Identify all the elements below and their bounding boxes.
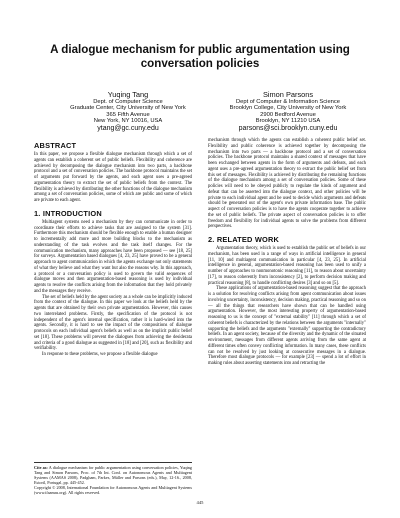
author-affiliation: 365 Fifth Avenue [106, 111, 150, 118]
author-affiliation: New York, NY 10016, USA [93, 118, 163, 125]
page-number: 445 [196, 500, 204, 505]
body-paragraph: Argumentation theory, which is used to establish the public set of beliefs in our mechanism, has been used in a range of ways in artificial intelligence in general [11, 10] and multiagent communication in particular [4, 23, 25]. In artificial intelligence in general, argumentation-based reasoning has been used to unify a number of approaches to nonmonotonic reasoning [11], to reason about uncertainty [17], to reason coherently from inconsistency [2], to perform decision making and practical reasoning [8], to handle conflicting desires [3] and so on [5]. [208, 246, 366, 286]
author-affiliation: Dept of Computer & Information Science [235, 99, 341, 105]
body-paragraph: mechanism through which the agents can establish a coherent public belief set. Flexibility and public coherence is achieved together by decomposing the mechanism into two parts — a backbone protocol and a set of conversation policies. The backbone protocol maintains a shared context of messages that have been exchanged between agents in the form of arguments and defeats, and each agent uses a pre-agreed argumentation theory to extract the public belief set from this set of messages. Flexibility is achieved by distributing the remaining functions of the dialogue mechanism among a set of conversation policies. Some of these policies will need to be obeyed publicly to regulate the kinds of argument and defeat that can be asserted into the dialogue context, and other policies will be private to each individual agent and be used to decide which arguments and defeats should be generated out of the agent's own private information base. The public aspect of conversation policies is to have the agents cooperate together to achieve the set of public beliefs. The private aspect of conversation policies is to offer freedom and flexibility for individual agents to solve the problems from different perspectives. [208, 138, 366, 230]
section-heading-related-work: 2. RELATED WORK [208, 235, 280, 244]
author-name: Yuqing Tang [107, 90, 149, 99]
left-column [34, 141, 192, 358]
author-affiliation: Brooklyn College, City University of New York [229, 105, 347, 112]
right-column [208, 138, 366, 367]
author-affiliation: Brooklyn, NY 11210 USA [255, 118, 321, 125]
author-block-1 [56, 90, 200, 133]
paper-title: A dialogue mechanism for public argumentation using conversation policies [50, 43, 350, 70]
section-heading-introduction: 1. INTRODUCTION [34, 208, 102, 218]
cite-text: A dialogue mechanism for public argumentation using conversation policies, Yuqing Tang and Simon Parsons, Proc. of 7th Int. Conf. on Autonomous Agents and Multiagent Systems (AAMAS 2008), Padgham, Parkes, Müller and Parsons (eds.), May, 12-16., 2008, Estoril, Portugal, pp. 445-452. [34, 465, 192, 485]
body-paragraph: The set of beliefs held by the agent society as a whole can be implicitly induced from the context of the dialogue. In this paper we look at the beliefs held by the agents that are obtained by their own private argumentation. However, this causes two interrelated problems. Firstly, the specification of the protocol is not independent of the agent's internal specification, rather it is hard-wired into the agents. Secondly, it is hard to see the impact of the compositions of dialogue protocols on each individual agent's beliefs as well as on the implicit public belief set [18]. These problems will prevent the dialogues from achieving the desiderata and criteria of a good dialogue as suggested in [18] and [20], such as flexibility and verifiability. [34, 294, 192, 352]
author-email: parsons@sci.brooklyn.cuny.edu [238, 124, 338, 132]
author-affiliation: Dept. of Computer Science [93, 99, 163, 105]
author-email: ytang@gc.cuny.edu [97, 124, 159, 132]
body-paragraph: These applications of argumentation-based reasoning suggest that the approach is a solution for resolving conflicts arising from agent communication about issues involving uncertainty, inconsistency, decision making, practical reasoning and so on — all the things that researchers have shown that can be handled using argumentation. However, the most interesting property of argumentation-based reasoning to us is the concept of "external stability" [11] through which a set of coherent beliefs is characterized by the relations between the arguments "internally" supporting the beliefs and the arguments "externally" supporting the contradictory beliefs. In an agent society, because of the diversity and the dynamic of the situated environment, messages from different agents arriving from the same agent at different times often convey conflicting information. In many cases, these conflicts can not be resolved by just looking at consecutive messages in a dialogue. Therefore most dialogue protocols — for example [23] — spend a lot of effort in making rules about asserting statements into and retracting the [208, 286, 366, 366]
author-block-2 [212, 90, 364, 133]
body-paragraph: Multiagent systems need a mechanism by they can communicate in order to coordinate their efforts to achieve tasks that are assigned to the system [31]. Furthermore this mechanism should be flexible enough to enable a human designer to incrementally add more and more building blocks to the mechanism as understanding of the task evolves and the task itself changes. For the communication mechanism, many approaches have been proposed — see [18, 25] for surveys. Argumentation based dialogues [4, 23, 25] have proved to be a general approach to agent communication in which the agents exchange not only statements of what they believe and what they want but also the reasons why. In this approach, a protocol or a conversation policy is used to govern the valid sequences of dialogue moves and then argumentation-based reasoning is used by individual agents to resolve the conflicts arising from the information that they hold privately and the messages they receive. [34, 219, 192, 294]
author-affiliation: 2900 Bedford Avenue [260, 111, 316, 118]
author-name: Simon Parsons [262, 90, 314, 99]
body-paragraph: In response to these problems, we propose a flexible dialogue [42, 352, 158, 357]
author-affiliation: Graduate Center, City University of New York [70, 105, 186, 112]
citation-footnote [34, 462, 192, 495]
copyright-text: Copyright © 2008, International Foundation for Autonomous Agents and Multiagent Systems (www.ifaamas.org). All rights reserved. [34, 485, 192, 495]
abstract-heading: ABSTRACT [34, 141, 77, 150]
cite-label: Cite as: [34, 465, 48, 470]
abstract-text: In this paper, we propose a flexible dialogue mechanism through which a set of agents can establish a coherent set of public beliefs. Flexibility and coherence are achieved by decomposing the dialogue mechanism into two parts, a backbone protocol and a set of conversation policies. The backbone protocol maintains the set of arguments put forward by the agents, and each agent uses a pre-agreed argumentation theory to extract the set of public beliefs from the context. The flexibility is achieved by distributing the other functions of the dialogue mechanism among a set of conversation policies, some of which are public and some of which are private to each agent. [34, 152, 192, 203]
